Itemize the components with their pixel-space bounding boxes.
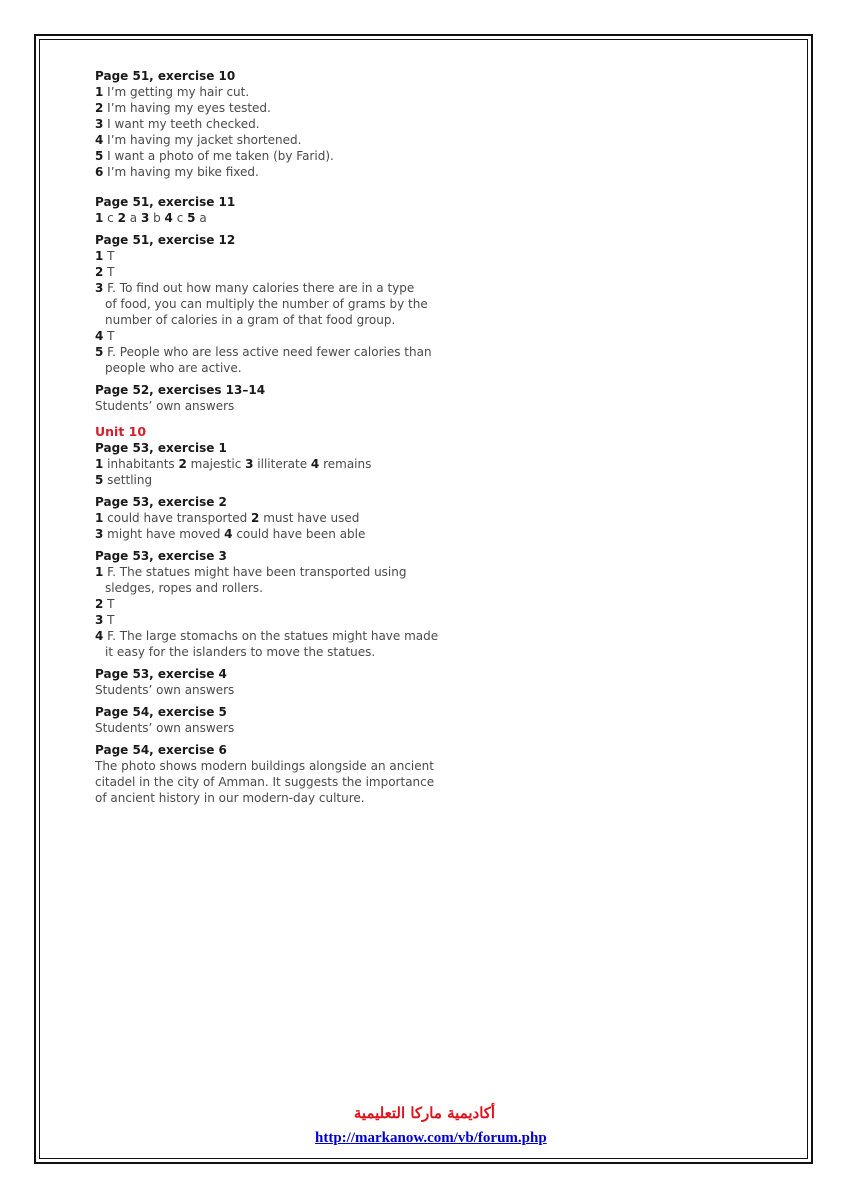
answer-line	[95, 344, 455, 360]
answer-number: 3	[95, 527, 104, 541]
answer-number: 4	[164, 211, 173, 225]
answer-key-content	[95, 68, 455, 812]
answer-line	[95, 398, 455, 414]
answer-text: remains	[319, 457, 372, 471]
answer-line	[95, 790, 455, 806]
answer-line	[95, 248, 455, 264]
answer-text: must have used	[259, 511, 360, 525]
answer-text: c	[103, 211, 118, 225]
answer-number: 1	[95, 511, 104, 525]
answer-text: of food, you can multiply the number of grams by the	[105, 297, 428, 311]
answer-number: 1	[95, 211, 104, 225]
answer-number: 1	[95, 85, 104, 99]
answer-text: I want my teeth checked.	[103, 117, 260, 131]
exercise-heading: Page 54, exercise 5	[95, 705, 227, 719]
answer-line	[95, 628, 455, 644]
answer-number: 4	[95, 629, 104, 643]
exercise-section	[95, 704, 455, 736]
exercise-section	[95, 68, 455, 180]
answer-text: F. The statues might have been transported using	[103, 565, 407, 579]
answer-text: I’m having my jacket shortened.	[103, 133, 302, 147]
answer-number: 2	[95, 265, 104, 279]
exercise-section	[95, 494, 455, 542]
answer-text: I’m having my bike fixed.	[103, 165, 259, 179]
exercise-heading: Page 53, exercise 4	[95, 667, 227, 681]
exercise-heading: Page 51, exercise 12	[95, 233, 236, 247]
answer-line	[95, 132, 455, 148]
answer-text: T	[103, 613, 115, 627]
answer-text: illiterate	[253, 457, 311, 471]
answer-text: people who are active.	[105, 361, 242, 375]
exercise-section	[95, 382, 455, 414]
answer-line	[95, 312, 455, 328]
answer-text: inhabitants	[103, 457, 179, 471]
answer-line	[95, 328, 455, 344]
exercise-heading: Page 51, exercise 11	[95, 195, 236, 209]
answer-number: 1	[95, 457, 104, 471]
footer-forum-link[interactable]: http://markanow.com/vb/forum.php	[315, 1130, 547, 1146]
answer-number: 6	[95, 165, 104, 179]
answer-line	[95, 116, 455, 132]
answer-text: could have transported	[103, 511, 252, 525]
answer-number: 5	[187, 211, 196, 225]
answer-text: Students’ own answers	[95, 683, 235, 697]
answer-number: 4	[95, 133, 104, 147]
answer-number: 3	[140, 211, 150, 225]
answer-line	[95, 456, 455, 472]
answer-text: settling	[103, 473, 153, 487]
answer-text: sledges, ropes and rollers.	[105, 581, 263, 595]
answer-text: might have moved	[103, 527, 225, 541]
answer-number: 1	[95, 565, 104, 579]
answer-text: I’m having my eyes tested.	[103, 101, 271, 115]
answer-number: 3	[245, 457, 254, 471]
answer-number: 2	[251, 511, 260, 525]
answer-text: T	[103, 265, 115, 279]
footer-academy-name	[0, 1104, 849, 1122]
answer-text: Students’ own answers	[95, 721, 235, 735]
answer-text: F. The large stomachs on the statues might have made	[103, 629, 439, 643]
answer-number: 4	[310, 457, 320, 471]
exercise-heading: Page 54, exercise 6	[95, 743, 227, 757]
answer-text: a	[195, 211, 207, 225]
answer-line	[95, 472, 455, 488]
answer-text: of ancient history in our modern-day culture.	[95, 791, 365, 805]
answer-line	[95, 296, 455, 312]
answer-line	[95, 682, 455, 698]
answer-line	[95, 164, 455, 180]
exercise-heading: Page 53, exercise 2	[95, 495, 227, 509]
answer-line	[95, 360, 455, 376]
answer-text: I want a photo of me taken (by Farid).	[103, 149, 334, 163]
answer-line	[95, 280, 455, 296]
answer-text: b	[149, 211, 165, 225]
answer-number: 3	[95, 281, 104, 295]
answer-text: The photo shows modern buildings alongside an ancient	[95, 759, 434, 773]
answer-line	[95, 774, 455, 790]
answer-line	[95, 758, 455, 774]
answer-number: 2	[95, 597, 104, 611]
answer-number: 2	[117, 211, 126, 225]
answer-text: could have been able	[232, 527, 366, 541]
answer-number: 2	[178, 457, 187, 471]
answer-text: T	[103, 597, 115, 611]
answer-line	[95, 596, 455, 612]
answer-number: 1	[95, 249, 104, 263]
answer-line	[95, 148, 455, 164]
answer-line	[95, 526, 455, 542]
answer-line	[95, 564, 455, 580]
answer-text: a	[125, 211, 141, 225]
answer-line	[95, 644, 455, 660]
exercise-section	[95, 742, 455, 806]
answer-line	[95, 720, 455, 736]
answer-line	[95, 510, 455, 526]
exercise-heading: Page 51, exercise 10	[95, 69, 236, 83]
answer-line	[95, 210, 455, 226]
answer-text: F. People who are less active need fewer calories than	[103, 345, 432, 359]
answer-number: 2	[95, 101, 104, 115]
answer-text: it easy for the islanders to move the statues.	[105, 645, 376, 659]
answer-text: I’m getting my hair cut.	[103, 85, 250, 99]
exercise-section	[95, 440, 455, 488]
answer-number: 5	[95, 149, 104, 163]
answer-number: 5	[95, 345, 104, 359]
answer-text: F. To find out how many calories there are in a type	[103, 281, 415, 295]
answer-line	[95, 612, 455, 628]
exercise-section	[95, 666, 455, 698]
footer-academy-text: أكاديمية ماركا التعليمية	[353, 1104, 496, 1122]
exercise-section	[95, 194, 455, 226]
exercise-section	[95, 232, 455, 376]
answer-text: citadel in the city of Amman. It suggests the importance	[95, 775, 435, 789]
exercise-heading: Page 53, exercise 1	[95, 441, 227, 455]
exercise-heading: Page 52, exercises 13–14	[95, 383, 266, 397]
answer-line	[95, 100, 455, 116]
unit-title: Unit 10	[95, 424, 147, 439]
answer-text: Students’ own answers	[95, 399, 235, 413]
exercise-section	[95, 548, 455, 660]
answer-text: T	[103, 329, 115, 343]
answer-text: T	[103, 249, 115, 263]
exercise-heading: Page 53, exercise 3	[95, 549, 227, 563]
answer-line	[95, 580, 455, 596]
answer-text: c	[172, 211, 188, 225]
answer-number: 4	[224, 527, 233, 541]
answer-line	[95, 264, 455, 280]
answer-number: 5	[95, 473, 104, 487]
answer-number: 3	[95, 117, 104, 131]
answer-number: 4	[95, 329, 104, 343]
answer-text: number of calories in a gram of that food group.	[105, 313, 396, 327]
answer-text: majestic	[186, 457, 246, 471]
answer-line	[95, 84, 455, 100]
answer-number: 3	[95, 613, 104, 627]
